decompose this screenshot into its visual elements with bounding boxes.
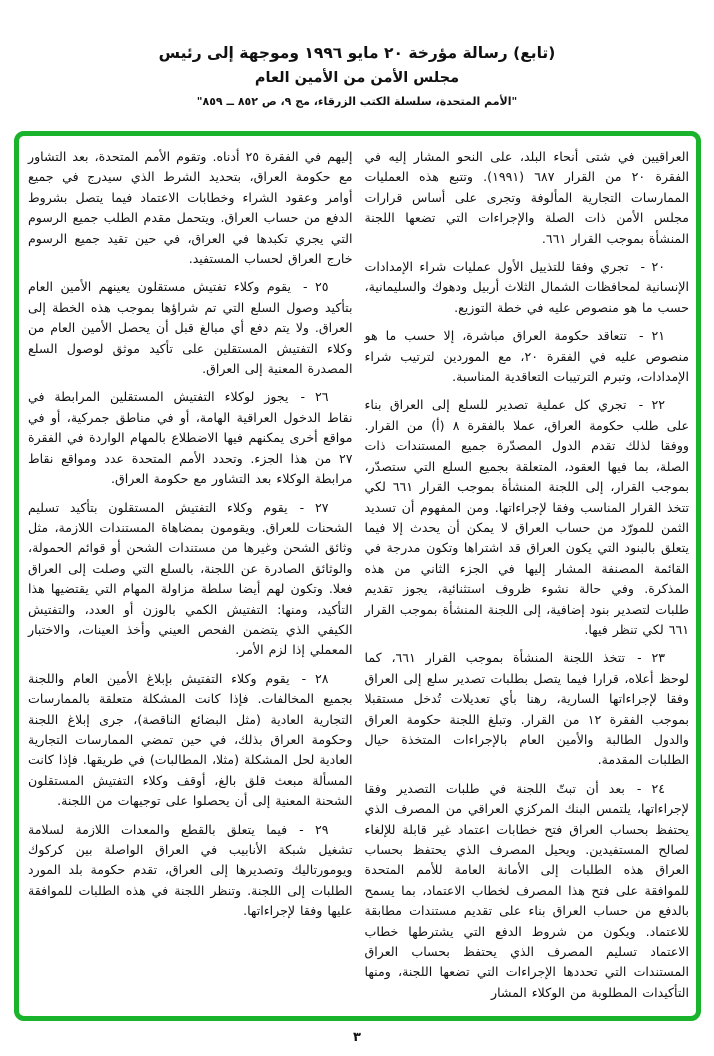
paragraph-text: يجوز لوكلاء التفتيش المستقلين المرابطة في نقاط الدخول العراقية الهامة، أو في مناطق جمركية، أو في مواقع أخرى يمكنهم فيها الاضطلاع بالمهام الواردة في الفقرة ٢٧ من هذا الجزء. وتحدد الأمم المتحدة عدد ومواقع نقاط مرابطة الوكلاء بعد التشاور مع حكومة العراق. xyxy=(28,389,353,487)
paragraph-text: تتخذ اللجنة المنشأة بموجب القرار ٦٦١، كما لوحظ أعلاه، قرارا فيما يتصل بطلبات تصدير سلع إلى العراق وفقا لإجراءاتها السارية، رهنا بأي تعديلات تُدخل مستقبلا بموجب الفقرة ١٢ من القرار. وتبلغ اللجنة حكومة العراق والدول الطالبة والأمين العام بالإجراءات المتخذة حيال الطلبات المقدمة. xyxy=(364,650,689,768)
paragraph-24 xyxy=(365,779,690,1003)
paragraph-20 xyxy=(365,257,690,318)
paragraph-text: تتعاقد حكومة العراق مباشرة، إلا حسب ما هو منصوص عليه في الفقرة ٢٠، مع الموردين لترتيب شراء الإمدادات، وتبرم الترتيبات التعاقدية المناسبة. xyxy=(364,328,689,385)
paragraph-number: ٢٤ - xyxy=(636,780,665,796)
paragraph-text: يقوم وكلاء التفتيش بإبلاغ الأمين العام واللجنة بجميع المخالفات. فإذا كانت المشكلة متعلقة بالممارسات التجارية العادية (مثل البضائع الناقصة)، جرى إبلاغ اللجنة وحكومة العراق بذلك، في حين تمضي الممارسات التجارية العادية لحل المشكلة (مثلا، المطالبات) في طريقها. فإذا كانت المسألة مبعث قلق بالغ، أوقف وكلاء التفتيش المستقلون الشحنة المعنية إلى أن يحصلوا على توجيهات من اللجنة. xyxy=(28,670,353,809)
green-content-frame xyxy=(14,131,701,1021)
paragraph-text: فيما يتعلق بالقطع والمعدات اللازمة لسلامة تشغيل شبكة الأنابيب في العراق الواصلة بين كركوك ويومورتاليك وتصديرها إلى العراق، تقدم حكومة بلد المورد الطلبات إلى اللجنة. وتنظر اللجنة في هذه الطلبات للموافقة عليها وفقا لإجراءاتها. xyxy=(28,821,353,919)
source-citation: "الأمم المتحدة، سلسلة الكتب الزرقاء، مج ٩، ص ٨٥٢ ــ ٨٥٩" xyxy=(196,95,518,108)
page-number: ٣ xyxy=(353,1030,361,1045)
paragraph-26 xyxy=(28,387,353,489)
paragraph-number: ٢٣ - xyxy=(637,650,665,666)
column-right xyxy=(365,147,690,1016)
paragraph-number: ٢٧ - xyxy=(299,499,329,515)
paragraph-number: ٢٢ - xyxy=(638,397,665,413)
document-title-line-1: (تابع) رسالة مؤرخة ٢٠ مايو ١٩٩٦ وموجهة إلى رئيس xyxy=(158,44,556,62)
paragraph-text: تجري كل عملية تصدير للسلع إلى العراق بناء على طلب حكومة العراق، عملا بالفقرة ٨ (أ) من القرار. ووفقا لذلك تقدم الدول المصدّرة جميع المستندات ذات الصلة، بما فيها العقود، المتعلقة بجميع السلع التي ستصدّر، بموجب القرار، إلى اللجنة المنشأة بموجب القرار ٦٦١ لكي تتخذ القرار المناسب وفقا لإجراءاتها. ومن المفهوم أن تسديد الثمن للمورّد من حساب العراق لا يمكن أن يحدث إلا فيما يتعلق بالبنود التي يكون العراق قد اشتراها وتكون مدرجة في القائمة المصنفة المشار إليها في الجزء الثاني من هذه المذكرة. وفي حالة نشوء ظروف استثنائية، يجوز تقديم طلبات لتصدير بنود إضافية، إلى اللجنة المنشأة بموجب القرار ٦٦١ لكي تنظر فيها. xyxy=(364,397,689,637)
paragraph-25 xyxy=(28,277,353,379)
paragraph-text: تجري وفقا للتذييل الأول عمليات شراء الإمدادات الإنسانية لمحافظات الشمال الثلاث أربيل ودهوك والسليمانية، حسب ما هو منصوص عليه في خطة التوزيع. xyxy=(364,259,689,315)
document-header xyxy=(0,0,714,108)
document-title-line-2: مجلس الأمن من الأمين العام xyxy=(254,70,460,86)
paragraph-29 xyxy=(28,820,353,922)
paragraph-continuation xyxy=(365,147,690,249)
paragraph-21 xyxy=(365,326,690,387)
paragraph-22 xyxy=(365,395,690,640)
paragraph-text: يقوم وكلاء تفتيش مستقلون يعينهم الأمين العام بتأكيد وصول السلع التي تم شراؤها بموجب هذه الخطة إلى العراق. ولا يتم دفع أي مبالغ قبل أن يحصل الأمين العام من وكلاء التفتيش المستقلين على تأكيد موثق لوصول السلع المصدرة المعنية إلى العراق. xyxy=(28,279,353,377)
paragraph-number: ٢٠ - xyxy=(640,259,665,275)
paragraph-text: يقوم وكلاء التفتيش المستقلون بتأكيد تسليم الشحنات للعراق. ويقومون بمضاهاة المستندات اللازمة، مثل وثائق الشحن وغيرها من مستندات الشحن أو قوائم الحمولة، والوثائق الصادرة عن اللجنة، بالسلع التي وصلت إلى العراق فعلا. وتكون لهم أيضا سلطة مزاولة المهام التي يقتضيها هذا التأكيد، ومنها: التفتيش الكمي بالوزن أو العدد، والتفتيش الكيفي الذي يتضمن الفحص العيني وأخذ العينات، والاختبار المعملي إذا لزم الأمر. xyxy=(28,499,353,658)
paragraph-number: ٢١ - xyxy=(638,328,665,344)
column-left xyxy=(28,147,353,1016)
paragraph-28 xyxy=(28,669,353,812)
paragraph-number: ٢٨ - xyxy=(301,670,329,686)
paragraph-text: بعد أن تبتّ اللجنة في طلبات التصدير وفقا لإجراءاتها، يلتمس البنك المركزي العراقي من المصرف الذي يحتفظ بحساب العراق فتح خطابات اعتماد غير قابلة للإلغاء لصالح المستفيدين. ويحيل المصرف الذي يحتفظ بحساب العراق هذه الطلبات إلى الأمانة العامة للأمم المتحدة للموافقة على فتح هذا المصرف لخطاب الاعتماد، بما يسمح بالدفع من حساب العراق بناء على تقديم مستندات مطابقة للاعتماد. ويكون من شروط الدفع التي يشترطها خطاب الاعتماد تسليم المصرف الذي يحتفظ بحساب العراق المستندات التي تحددها الإجراءات التي تضعها اللجنة، ومنها التأكيدات المطلوبة من الوكلاء المشار xyxy=(364,780,689,1000)
paragraph-27 xyxy=(28,498,353,661)
two-column-layout xyxy=(19,136,696,1016)
paragraph-number: ٢٦ - xyxy=(300,389,329,405)
paragraph-23 xyxy=(365,648,690,770)
paragraph-number: ٢٩ - xyxy=(299,821,329,837)
paragraph-number: ٢٥ - xyxy=(303,279,329,295)
paragraph-text: العراقيين في شتى أنحاء البلد، على النحو المشار إليه في الفقرة ٢٠ من القرار ٦٨٧ (١٩٩١). وتتبع هذه العمليات الممارسات التجارية المألوفة وتجرى على أساس قرارات مجلس الأمن ذات الصلة والإجراءات التي تضعها اللجنة المنشأة بموجب القرار ٦٦١. xyxy=(364,149,689,246)
paragraph-text: إليهم في الفقرة ٢٥ أدناه. وتقوم الأمم المتحدة، بعد التشاور مع حكومة العراق، بتحديد الشرط الذي سيدرج في جميع أوامر وعقود الشراء وخطابات الاعتماد فيما يتصل بشروط الدفع من حساب العراق. ويتحمل مقدم الطلب جميع الرسوم التي يجري تكبدها في العراق، في حين تقيد جميع الرسوم خارج العراق لحساب المستفيد. xyxy=(28,149,353,267)
paragraph-continuation xyxy=(28,147,353,269)
